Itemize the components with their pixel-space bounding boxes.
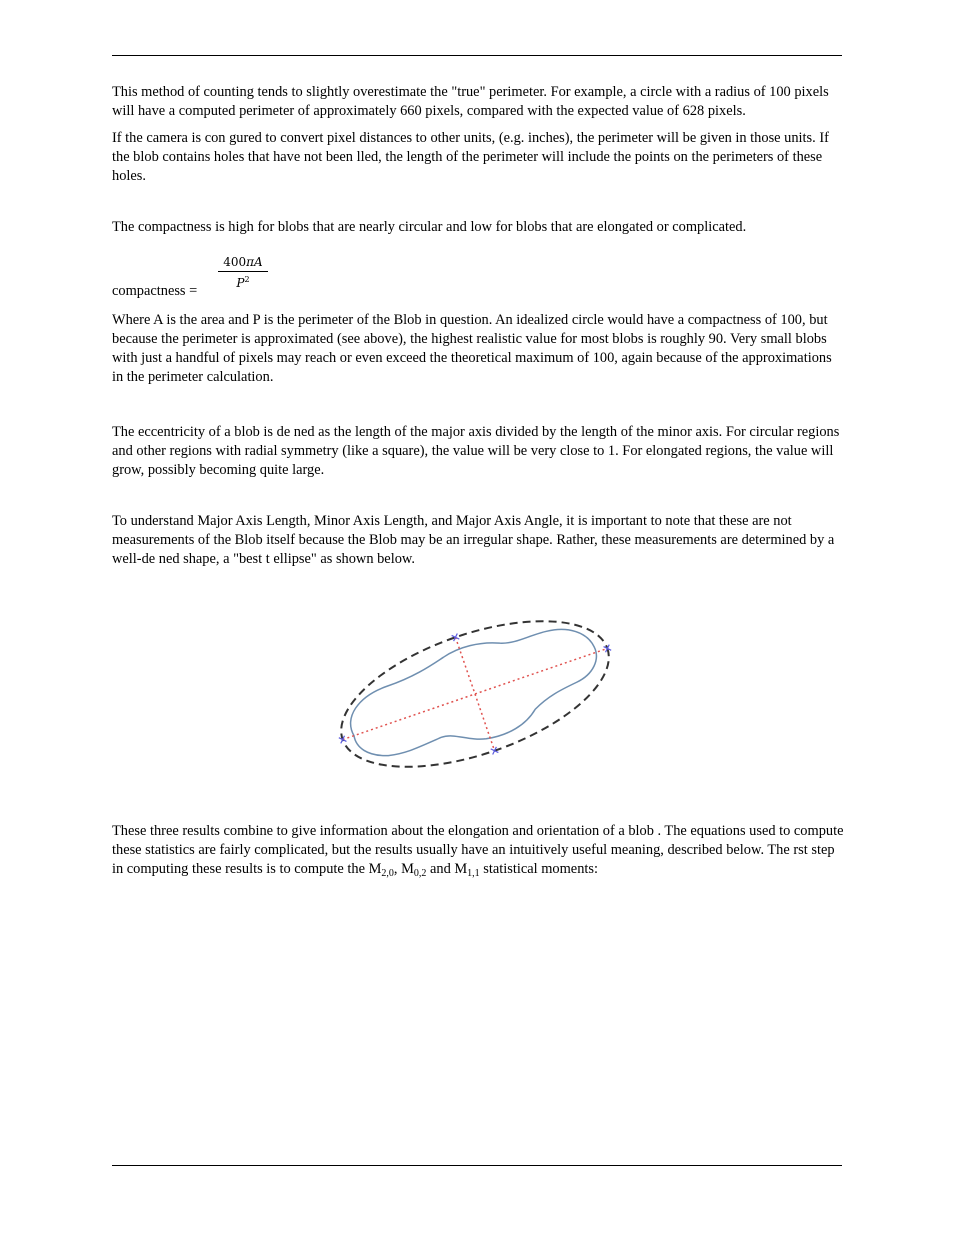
eccentricity-paragraph: The eccentricity of a blob is de ned as the length of the major axis divided by the length of the minor axis. For circular regions and other regions with radial symmetry (like a square), the value will be very close to 1. For elongated regions, the value will grow, possibly becoming quite large. xyxy=(112,424,840,478)
moments-intro-text: These three results combine to give information about the elongation and orientation of a blob . The equations used to compute these statistics are fairly complicated, but the results usually have an intuitively useful meaning, described below. The rst step in computing these results is to compute the M xyxy=(112,823,844,877)
axis-intro-paragraph: To understand Major Axis Length, Minor Axis Length, and Major Axis Angle, it is important to note that these are not measurements of the Blob itself because the Blob may be an irregular shape. Rather, these measurements are determined by a well-de ned shape, a "best t ellipse" as shown below. xyxy=(112,513,835,567)
footer-rule xyxy=(112,1165,842,1166)
moment-m11-subscript: 1,1 xyxy=(467,868,480,879)
moments-separator-2: and M xyxy=(426,861,468,877)
compactness-explain-paragraph: Where A is the area and P is the perimeter of the Blob in question. An idealized circle would have a compactness of 100, but because the perimeter is approximated (see above), the highest realistic value for most blobs is roughly 90. Very small blobs with just a handful of pixels may reach or even exceed the theoretical maximum of 100, again because of the approximations in the perimeter calculation. xyxy=(112,312,832,385)
formula-denominator-var: P xyxy=(236,276,245,290)
formula-denominator xyxy=(218,272,268,290)
compactness-formula-label: compactness = xyxy=(112,283,198,299)
moment-m02-subscript: 0,2 xyxy=(413,868,427,879)
formula-denominator-exp: 2 xyxy=(244,275,250,284)
minor-axis-line xyxy=(455,637,494,750)
formula-numerator-coeff: 400 xyxy=(223,255,247,269)
best-fit-ellipse-diagram xyxy=(334,618,616,770)
compactness-formula xyxy=(218,255,268,290)
moments-intro-paragraph xyxy=(112,822,844,879)
perimeter-units-paragraph: If the camera is con gured to convert pixel distances to other units, (e.g. inches), the perimeter will be given in those units. If the blob contains holes that have not been lled, the length of the perimeter will include the points on the perimeters of these holes. xyxy=(112,130,829,184)
moments-separator-1: , M xyxy=(393,861,414,877)
compactness-intro-paragraph: The compactness is high for blobs that are nearly circular and low for blobs that are elongated or complicated. xyxy=(112,219,747,235)
perimeter-overestimate-paragraph: This method of counting tends to slightly overestimate the "true" perimeter. For example, a circle with a radius of 100 pixels will have a computed perimeter of approximately 660 pixels, compared with the expected value of 628 pixels. xyxy=(112,84,829,119)
moment-m20-subscript: 2,0 xyxy=(381,868,394,879)
moments-end-text: statistical moments: xyxy=(479,861,598,877)
header-rule xyxy=(112,55,842,56)
blob-outline xyxy=(338,618,612,770)
formula-numerator xyxy=(218,255,268,272)
formula-numerator-vars: πA xyxy=(246,255,263,269)
